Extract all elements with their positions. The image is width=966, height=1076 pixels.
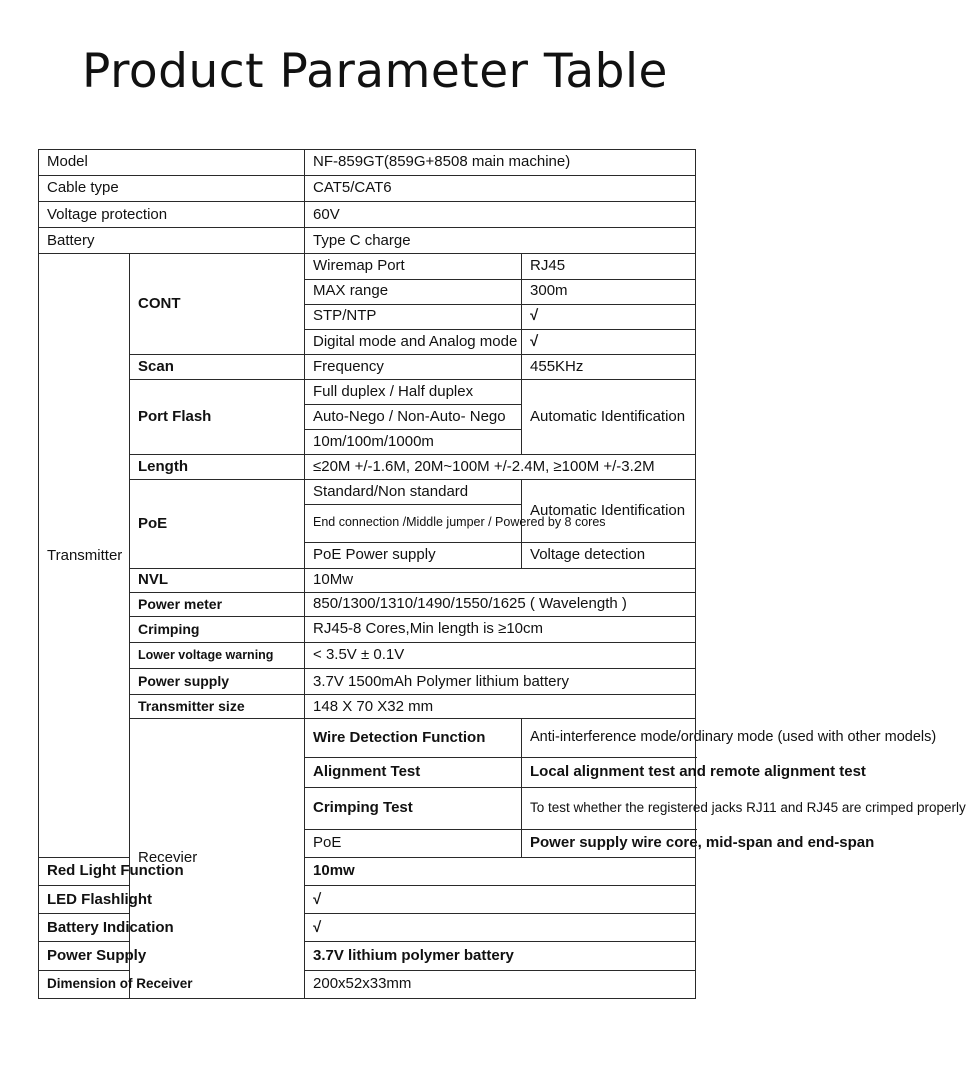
cell-auto-nego: Auto-Nego / Non-Auto- Nego (305, 405, 522, 430)
cell-receiver-poe-value: Power supply wire core, mid-span and end-span (522, 829, 696, 857)
sub-label-alignment-test: Alignment Test (305, 757, 522, 787)
cell-voltage-detection: Voltage detection (522, 542, 696, 568)
sub-label-led-flashlight: LED Flashlight (39, 886, 130, 914)
cell-frequency-value: 455KHz (522, 354, 696, 379)
sub-label-scan: Scan (130, 354, 305, 379)
table-row (39, 719, 696, 757)
cell-digital-analog-mode: Digital mode and Analog mode (305, 329, 522, 354)
check-mark: √ (522, 304, 696, 329)
sub-label-dimension-receiver: Dimension of Receiver (39, 970, 130, 998)
table-row (39, 228, 696, 254)
cell-duplex: Full duplex / Half duplex (305, 379, 522, 404)
cell-wiremap-value: RJ45 (522, 254, 696, 279)
table-row (39, 695, 696, 719)
cell-crimping-test-value: To test whether the registered jacks RJ11 and RJ45 are crimped properly (522, 787, 696, 829)
cell-receiver-power-supply-value: 3.7V lithium polymer battery (305, 942, 696, 970)
row-value-model: NF-859GT(859G+8508 main machine) (305, 150, 696, 176)
sub-label-lower-voltage-warning: Lower voltage warning (130, 643, 305, 669)
sub-label-power-supply: Power supply (130, 669, 305, 695)
cell-length-value: ≤20M +/-1.6M, 20M~100M +/-2.4M, ≥100M +/-3.2M (305, 455, 696, 480)
cell-crimping-value: RJ45-8 Cores,Min length is ≥10cm (305, 617, 696, 643)
cell-stp-ntp: STP/NTP (305, 304, 522, 329)
table-row (39, 176, 696, 202)
table-row (39, 455, 696, 480)
sub-label-wire-detection: Wire Detection Function (305, 719, 522, 757)
cell-wiremap-port: Wiremap Port (305, 254, 522, 279)
row-label-battery: Battery (39, 228, 305, 254)
cell-poe-auto-identification: Automatic Identification (522, 480, 696, 542)
cell-dimension-receiver-value: 200x52x33mm (305, 970, 696, 998)
cell-max-range: MAX range (305, 279, 522, 304)
table-row (39, 202, 696, 228)
parameter-table (38, 149, 966, 999)
page-title: Product Parameter Table (82, 44, 668, 99)
cell-red-light-value: 10mw (305, 858, 696, 886)
cell-transmitter-size-value: 148 X 70 X32 mm (305, 695, 696, 719)
table-row (39, 669, 696, 695)
sub-label-receiver-poe: PoE (305, 829, 522, 857)
row-value-battery: Type C charge (305, 228, 696, 254)
table-row (39, 254, 696, 279)
cell-max-range-value: 300m (522, 279, 696, 304)
sub-label-cont: CONT (130, 254, 305, 354)
row-label-model: Model (39, 150, 305, 176)
sub-label-red-light: Red Light Function (39, 858, 130, 886)
sub-label-power-meter: Power meter (130, 592, 305, 616)
cell-frequency: Frequency (305, 354, 522, 379)
sub-label-crimping-test: Crimping Test (305, 787, 522, 829)
sub-label-transmitter-size: Transmitter size (130, 695, 305, 719)
sub-label-length: Length (130, 455, 305, 480)
cell-power-supply-value: 3.7V 1500mAh Polymer lithium battery (305, 669, 696, 695)
check-mark: √ (305, 886, 696, 914)
sub-label-receiver-power-supply: Power Supply (39, 942, 130, 970)
sub-label-crimping: Crimping (130, 617, 305, 643)
cell-lower-voltage-value: < 3.5V ± 0.1V (305, 643, 696, 669)
row-value-cable-type: CAT5/CAT6 (305, 176, 696, 202)
check-mark: √ (522, 329, 696, 354)
row-value-voltage-protection: 60V (305, 202, 696, 228)
table-row (39, 617, 696, 643)
cell-alignment-test-value: Local alignment test and remote alignment test (522, 757, 696, 787)
table-row (39, 568, 696, 592)
table-row (39, 354, 696, 379)
cell-poe-end-connection: End connection /Middle jumper / Powered by 8 cores (305, 504, 522, 542)
table-row (39, 379, 696, 404)
cell-port-flash-auto-identification: Automatic Identification (522, 379, 696, 454)
sub-label-battery-indication: Battery Indication (39, 914, 130, 942)
table-row (39, 480, 696, 504)
row-label-cable-type: Cable type (39, 176, 305, 202)
cell-speed: 10m/100m/1000m (305, 430, 522, 455)
cell-poe-standard: Standard/Non standard (305, 480, 522, 504)
group-label-receiver: Recevier (130, 719, 305, 999)
row-label-voltage-protection: Voltage protection (39, 202, 305, 228)
cell-nvl-value: 10Mw (305, 568, 696, 592)
cell-wire-detection-value: Anti-interference mode/ordinary mode (used with other models) (522, 719, 696, 757)
cell-power-meter-value: 850/1300/1310/1490/1550/1625 ( Wavelength ) (305, 592, 696, 616)
table-row (39, 592, 696, 616)
sub-label-nvl: NVL (130, 568, 305, 592)
table-row (39, 643, 696, 669)
sub-label-poe: PoE (130, 480, 305, 568)
cell-poe-power-supply: PoE Power supply (305, 542, 522, 568)
sub-label-port-flash: Port Flash (130, 379, 305, 454)
check-mark: √ (305, 914, 696, 942)
table-row (39, 150, 696, 176)
group-label-transmitter: Transmitter (39, 254, 130, 858)
